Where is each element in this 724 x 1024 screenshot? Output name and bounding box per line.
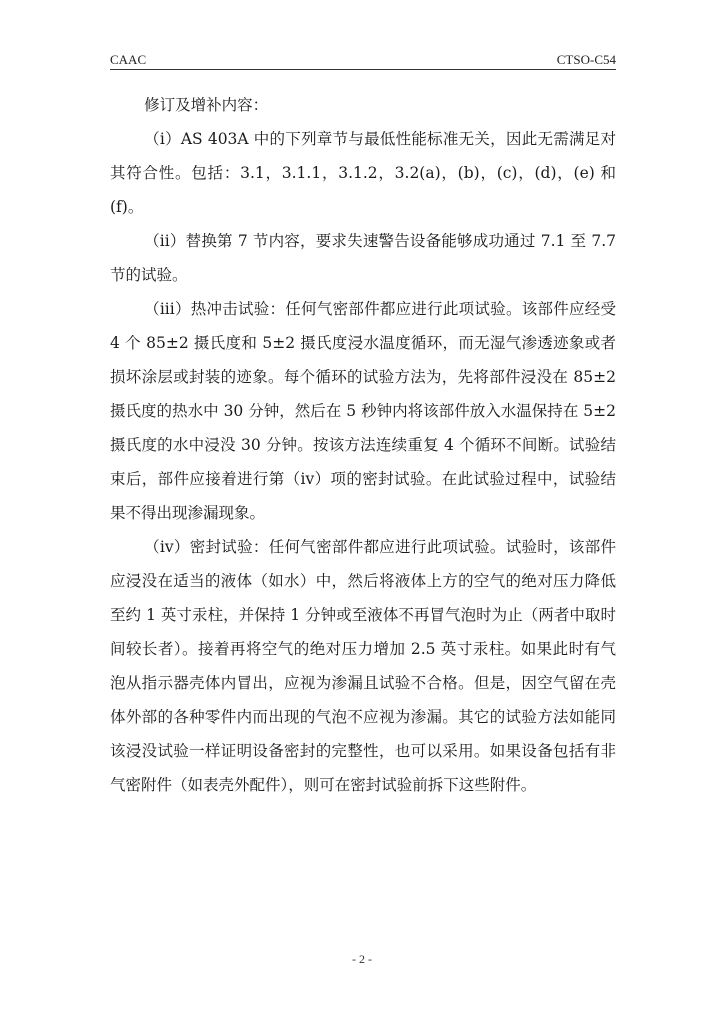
paragraph-item-iv: （iv）密封试验：任何气密部件都应进行此项试验。试验时，该部件应浸没在适当的液体（如水）中，然后将液体上方的空气的绝对压力降低至约 1 英寸汞柱，并保持 1 分钟或至液体不再冒气泡时为止（两者中取时间较长者）。接着再将空气的绝对压力增加 2.5 英寸汞柱。如果此时有气泡从指示器壳体内冒出，应视为渗漏且试验不合格。但是，因空气留在壳体外部的各种零件内而出现的气泡不应视为渗漏。其它的试验方法如能同该浸没试验一样证明设备密封的完整性，也可以采用。如果设备包括有非气密附件（如表壳外配件），则可在密封试验前拆下这些附件。 bbox=[110, 538, 616, 794]
paragraph-item-ii: （ii）替换第 7 节内容，要求失速警告设备能够成功通过 7.1 至 7.7 节的试验。 bbox=[110, 232, 616, 284]
section-heading: 修订及增补内容： bbox=[144, 96, 269, 114]
header-doc-id: CTSO-C54 bbox=[556, 52, 616, 67]
paragraph-item-iii: （iii）热冲击试验：任何气密部件都应进行此项试验。该部件应经受 4 个 85±2 摄氏度和 5±2 摄氏度浸水温度循环，而无湿气渗透迹象或者损坏涂层或封装的迹象。每个循环的试验方法为，先将部件浸没在 85±2 摄氏度的热水中 30 分钟，然后在 5 秒钟内将该部件放入水温保持在 5±2 摄氏度的水中浸没 30 分钟。按该方法连续重复 4 个循环不间断。试验结束后，部件应接着进行第（iv）项的密封试验。在此试验过程中，试验结果不得出现渗漏现象。 bbox=[110, 300, 616, 522]
page-header bbox=[110, 52, 616, 68]
header-divider bbox=[110, 69, 616, 70]
document-body bbox=[110, 88, 616, 802]
page-number: - 2 - bbox=[352, 952, 372, 966]
header-org: CAAC bbox=[110, 52, 147, 67]
paragraph-item-i: （i）AS 403A 中的下列章节与最低性能标准无关，因此无需满足对其符合性。包括：3.1，3.1.1，3.1.2，3.2(a)，(b)，(c)，(d)，(e) 和(f)。 bbox=[110, 130, 616, 216]
